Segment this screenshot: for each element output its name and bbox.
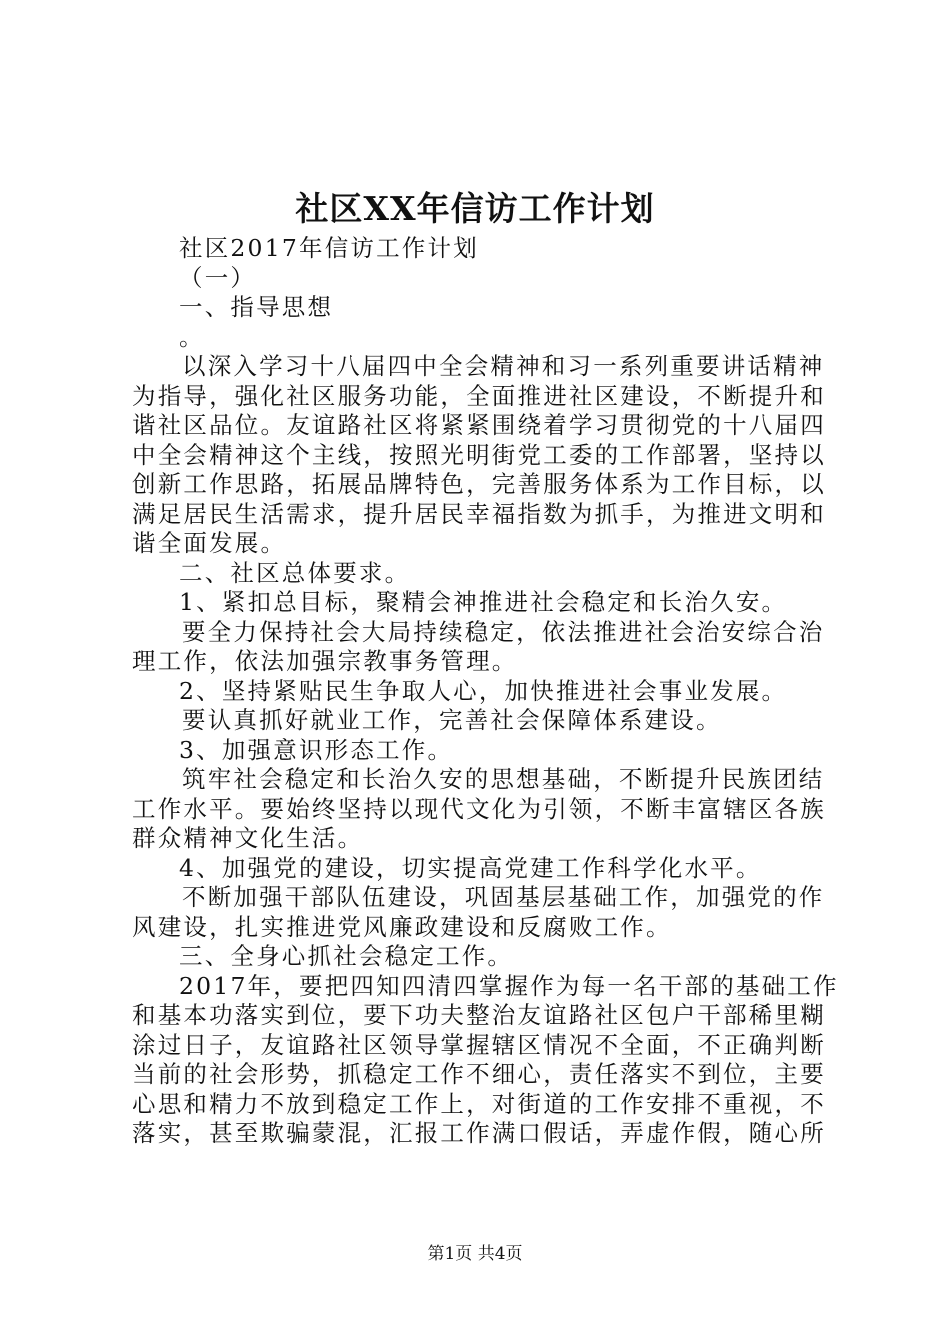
text-line: 4、加强党的建设，切实提高党建工作科学化水平。 (179, 853, 762, 882)
text-line: 3、加强意识形态工作。 (179, 735, 454, 764)
text-line: 心思和精力不放到稳定工作上，对街道的工作安排不重视，不 (132, 1089, 826, 1118)
text-line: 2017年，要把四知四清四掌握作为每一名干部的基础工作 (179, 971, 839, 1000)
text-line: 当前的社会形势，抓稳定工作不细心，责任落实不到位，主要 (132, 1060, 826, 1088)
text-line: 社区2017年信访工作计划 (179, 234, 479, 262)
text-line: 理工作，依法加强宗教事务管理。 (132, 647, 518, 675)
text-line: （一） (179, 263, 257, 292)
text-line: 谐社区品位。友谊路社区将紧紧围绕着学习贯彻党的十八届四 (132, 411, 826, 439)
text-line: 落实，甚至欺骗蒙混，汇报工作满口假话，弄虚作假，随心所 (132, 1119, 826, 1147)
text-line: 三、全身心抓社会稳定工作。 (179, 942, 514, 970)
text-line: 要全力保持社会大局持续稳定，依法推进社会治安综合治 (182, 617, 825, 646)
text-line: 一、指导思想 (179, 293, 334, 321)
text-line: 风建设，扎实推进党风廉政建设和反腐败工作。 (132, 912, 672, 941)
text-line: 涂过日子，友谊路社区领导掌握辖区情况不全面，不正确判断 (132, 1030, 826, 1059)
text-line: 中全会精神这个主线，按照光明街党工委的工作部署，坚持以 (132, 440, 826, 469)
text-line: 创新工作思路，拓展品牌特色，完善服务体系为工作目标，以 (132, 470, 826, 498)
text-line: 筑牢社会稳定和长治久安的思想基础，不断提升民族团结 (182, 765, 825, 793)
page-footer: 第1页 共4页 (427, 1244, 523, 1264)
text-line: 2、坚持紧贴民生争取人心，加快推进社会事业发展。 (179, 676, 788, 705)
text-line: 以深入学习十八届四中全会精神和习一系列重要讲话精神 (182, 352, 825, 380)
text-line: 二、社区总体要求。 (179, 558, 411, 587)
text-line: 和基本功落实到位，要下功夫整治友谊路社区包户干部稀里糊 (132, 1001, 826, 1029)
text-line: 工作水平。要始终坚持以现代文化为引领，不断丰富辖区各族 (132, 794, 826, 823)
text-line: 要认真抓好就业工作，完善社会保障体系建设。 (182, 706, 722, 734)
text-line: 不断加强干部队伍建设，巩固基层基础工作，加强党的作 (182, 883, 825, 911)
text-line: 。 (179, 322, 205, 351)
text-line: 为指导，强化社区服务功能，全面推进社区建设，不断提升和 (132, 381, 826, 410)
text-line: 满足居民生活需求，提升居民幸福指数为抓手，为推进文明和 (132, 499, 826, 528)
text-line: 群众精神文化生活。 (132, 824, 364, 852)
text-line: 1、紧扣总目标，聚精会神推进社会稳定和长治久安。 (179, 588, 788, 616)
text-line: 谐全面发展。 (132, 529, 287, 557)
document-body (132, 234, 839, 1149)
document-title: 社区XX年信访工作计划 (295, 189, 655, 228)
